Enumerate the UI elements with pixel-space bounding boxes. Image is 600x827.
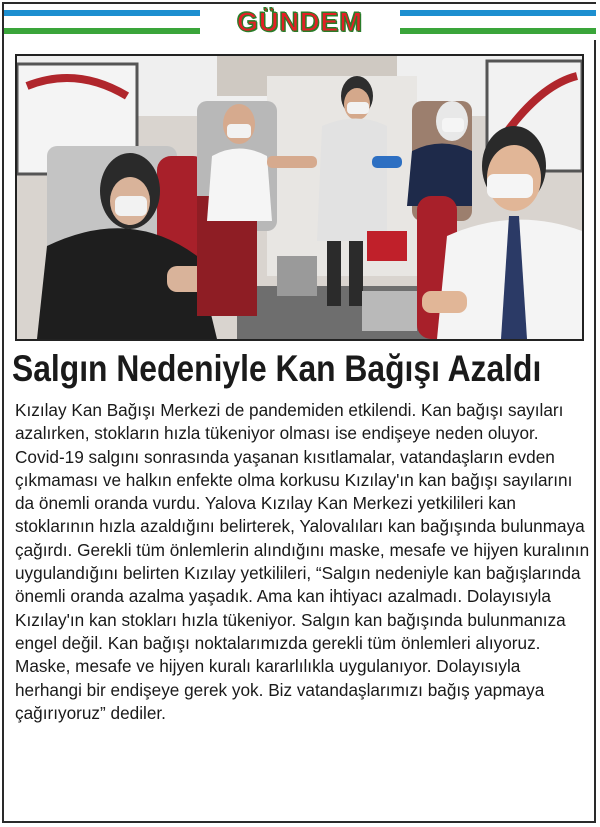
blood-donation-photo-illustration: [17, 56, 582, 339]
article-paragraph: Covid-19 salgını sonrasında yaşanan kısıtlamalar, vatandaşların evden çıkmaması ve halkın enfekte olma korkusu Kızılay'ın kan bağışı sayılarını da önemli oranda vurdu. Yalova Kızılay Kan Merkezi yetkilileri kan stoklarının hızla azaldığını belirterek, Yalovalıları kan bağışında bulunmaya çağırdı. Gerekli tüm önlemlerin alındığını maske, mesafe ve hijyen kuralının uygulandığını belirten Kızılay yetkilileri, “Salgın nedeniyle kan bağışlarında önemli oranda azalma yaşadık. Ama kan ihtiyacı azalmadı. Dolayısıyla Kızılay'ın kan stokları hızla tükeniyor. Salgın kan bağışında bulunmanıza engel değil. Kan bağışı noktalarımızda gerekli tüm önlemleri alıyoruz. Maske, mesafe ve hijyen kuralı kararlılıkla uygulanıyor. Dolayısıyla herhangi bir endişeye gerek yok. Biz vatandaşlarımızı bağış yapmaya çağırıyoruz” dediler.: [15, 446, 590, 723]
article-headline: Salgın Nedeniyle Kan Bağışı Azaldı: [12, 348, 542, 389]
article-body: [15, 399, 591, 725]
section-title: [200, 5, 400, 39]
article-photo: [15, 54, 584, 341]
article-paragraph: Kızılay Kan Bağışı Merkezi de pandemiden etkilendi. Kan bağışı sayıları azalırken, stokların hızla tükeniyor olması ise endişeye neden oluyor.: [15, 400, 564, 444]
section-title-label: GÜNDEM: [237, 6, 363, 37]
